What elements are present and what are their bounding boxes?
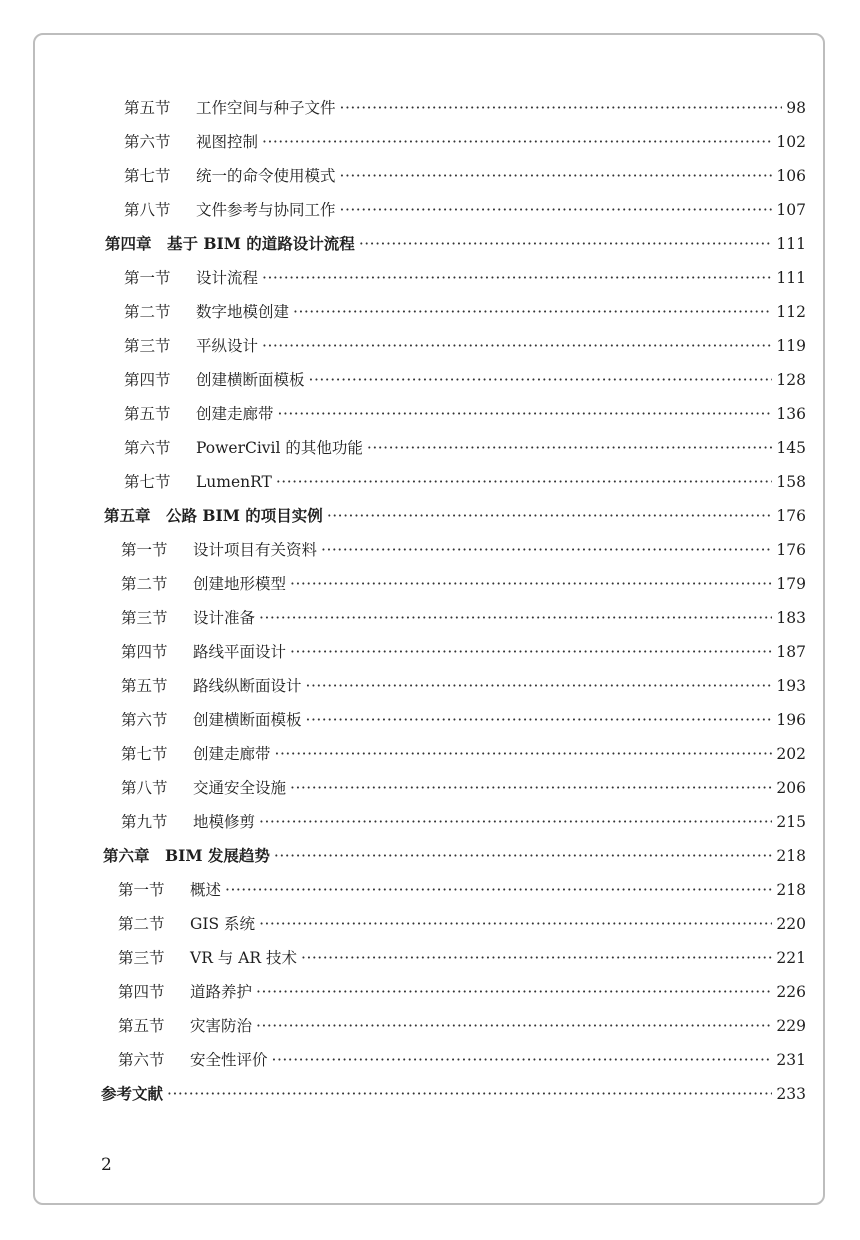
dot-leader [340, 198, 773, 222]
toc-page-number: 193 [776, 677, 806, 695]
toc-section-row [124, 130, 806, 154]
toc-title: 地模修剪 [193, 813, 256, 831]
toc-page-number: 136 [776, 405, 806, 423]
toc-title: 平纵设计 [196, 337, 259, 355]
toc-title: 创建地形模型 [193, 575, 287, 593]
dot-leader [259, 810, 772, 834]
toc-number: 第四节 [118, 983, 165, 1001]
toc-section-row [121, 708, 806, 732]
toc-section-row [118, 980, 806, 1004]
toc-title: 数字地模创建 [196, 303, 290, 321]
toc-chapter-row [103, 844, 806, 868]
toc-section-row [118, 912, 806, 936]
toc-number: 第三节 [118, 949, 165, 967]
toc-section-row [121, 742, 806, 766]
toc-section-row [121, 606, 806, 630]
toc-section-row [124, 198, 806, 222]
toc-page-number: 202 [776, 745, 806, 763]
toc-title: 参考文献 [101, 1084, 164, 1103]
toc-page-number: 226 [776, 983, 806, 1001]
toc-section-row [118, 1048, 806, 1072]
toc-number: 第六节 [121, 711, 168, 729]
toc-title: 路线纵断面设计 [193, 677, 302, 695]
toc-page-number: 119 [776, 337, 806, 355]
toc-number: 第一节 [118, 881, 165, 899]
toc-number: 第七节 [124, 167, 171, 185]
toc-chapter-row [104, 504, 806, 528]
toc-page-number: 112 [776, 303, 806, 321]
toc-title: 灾害防治 [190, 1017, 253, 1035]
dot-leader [256, 1014, 772, 1038]
toc-page-number: 111 [776, 235, 806, 253]
toc-page-number: 233 [776, 1085, 806, 1103]
toc-title: 路线平面设计 [193, 643, 287, 661]
toc-number: 第六节 [124, 439, 171, 457]
dot-leader [367, 436, 773, 460]
toc-page-number: 106 [776, 167, 806, 185]
toc-title: 工作空间与种子文件 [196, 99, 336, 117]
toc-section-row [124, 334, 806, 358]
toc-title: 创建走廊带 [193, 745, 271, 763]
toc-page-number: 111 [776, 269, 806, 287]
dot-leader [306, 708, 773, 732]
dot-leader [262, 334, 772, 358]
toc-number: 第一节 [124, 269, 171, 287]
toc-section-row [121, 776, 806, 800]
toc-section-row [124, 266, 806, 290]
toc-page-number: 176 [776, 541, 806, 559]
toc-title: 视图控制 [196, 133, 259, 151]
toc-page-number: 145 [776, 439, 806, 457]
toc-number: 第四节 [121, 643, 168, 661]
toc-title: 安全性评价 [190, 1051, 268, 1069]
toc-chapter-row [101, 1082, 806, 1106]
toc-page-number: 231 [776, 1051, 806, 1069]
dot-leader [327, 504, 773, 528]
toc-number: 第八节 [121, 779, 168, 797]
toc-section-row [121, 572, 806, 596]
toc-number: 第二节 [124, 303, 171, 321]
toc-page-number: 158 [776, 473, 806, 491]
toc-title: 公路 BIM 的项目实例 [166, 506, 323, 525]
toc-section-row [124, 300, 806, 324]
toc-title: 文件参考与协同工作 [196, 201, 336, 219]
toc-number: 第一节 [121, 541, 168, 559]
toc-number: 第八节 [124, 201, 171, 219]
toc-number: 第二节 [121, 575, 168, 593]
toc-number: 第五节 [118, 1017, 165, 1035]
toc-section-row [118, 1014, 806, 1038]
toc-page-number: 102 [776, 133, 806, 151]
toc-section-row [124, 436, 806, 460]
dot-leader [359, 232, 773, 256]
dot-leader [225, 878, 772, 902]
toc-number: 第五节 [121, 677, 168, 695]
toc-section-row [124, 470, 806, 494]
toc-title: 创建走廊带 [196, 405, 274, 423]
toc-section-row [121, 640, 806, 664]
dot-leader [272, 1048, 773, 1072]
toc-number: 第五节 [124, 99, 171, 117]
toc-number: 第三节 [121, 609, 168, 627]
dot-leader [290, 640, 772, 664]
dot-leader [274, 844, 773, 868]
toc-page-number: 98 [786, 99, 806, 117]
toc-title: PowerCivil 的其他功能 [196, 439, 363, 457]
toc-page-number: 187 [776, 643, 806, 661]
dot-leader [259, 912, 772, 936]
toc-number: 第五章 [104, 506, 151, 525]
toc-title: 道路养护 [190, 983, 253, 1001]
toc-section-row [124, 96, 806, 120]
toc-number: 第七节 [124, 473, 171, 491]
dot-leader [306, 674, 773, 698]
dot-leader [309, 368, 773, 392]
dot-leader [321, 538, 772, 562]
toc-number: 第四节 [124, 371, 171, 389]
toc-section-row [121, 538, 806, 562]
toc-title: BIM 发展趋势 [165, 846, 270, 865]
dot-leader [340, 164, 773, 188]
toc-title: 交通安全设施 [193, 779, 287, 797]
toc-section-row [118, 946, 806, 970]
toc-section-row [124, 368, 806, 392]
dot-leader [276, 470, 773, 494]
toc-page-number: 107 [776, 201, 806, 219]
toc-page-number: 215 [776, 813, 806, 831]
dot-leader [275, 742, 773, 766]
dot-leader [293, 300, 772, 324]
page-number: 2 [101, 1155, 112, 1175]
toc-section-row [124, 164, 806, 188]
toc-title: GIS 系统 [190, 915, 256, 933]
toc-page-number: 218 [776, 847, 806, 865]
toc-page-number: 229 [776, 1017, 806, 1035]
toc-title: 统一的命令使用模式 [196, 167, 336, 185]
toc-section-row [118, 878, 806, 902]
toc-section-row [124, 402, 806, 426]
dot-leader [301, 946, 772, 970]
toc-title: 概述 [190, 881, 222, 899]
toc-number: 第七节 [121, 745, 168, 763]
dot-leader [278, 402, 773, 426]
toc-number: 第六节 [118, 1051, 165, 1069]
toc-chapter-row [105, 232, 806, 256]
toc-number: 第五节 [124, 405, 171, 423]
dot-leader [290, 776, 772, 800]
dot-leader [167, 1082, 772, 1106]
toc-number: 第九节 [121, 813, 168, 831]
toc-title: 设计流程 [196, 269, 259, 287]
toc-title: 创建横断面模板 [193, 711, 302, 729]
dot-leader [256, 980, 772, 1004]
toc-page-number: 176 [776, 507, 806, 525]
toc-number: 第四章 [105, 234, 152, 253]
toc-title: 设计项目有关资料 [193, 541, 318, 559]
dot-leader [340, 96, 783, 120]
toc-title: 设计准备 [193, 609, 256, 627]
toc-title: 创建横断面模板 [196, 371, 305, 389]
toc-page-number: 218 [776, 881, 806, 899]
toc-title: LumenRT [196, 473, 272, 491]
toc-page-number: 206 [776, 779, 806, 797]
toc-page-number: 128 [776, 371, 806, 389]
toc-page-number: 183 [776, 609, 806, 627]
toc-page-number: 220 [776, 915, 806, 933]
toc-number: 第三节 [124, 337, 171, 355]
toc-page-number: 196 [776, 711, 806, 729]
dot-leader [290, 572, 772, 596]
toc-number: 第六节 [124, 133, 171, 151]
toc-number: 第六章 [103, 846, 150, 865]
toc-section-row [121, 674, 806, 698]
toc-page-number: 179 [776, 575, 806, 593]
toc-number: 第二节 [118, 915, 165, 933]
toc-title: VR 与 AR 技术 [190, 949, 298, 967]
dot-leader [259, 606, 772, 630]
dot-leader [262, 266, 772, 290]
toc-title: 基于 BIM 的道路设计流程 [167, 234, 355, 253]
dot-leader [262, 130, 772, 154]
toc-section-row [121, 810, 806, 834]
toc-page-number: 221 [776, 949, 806, 967]
